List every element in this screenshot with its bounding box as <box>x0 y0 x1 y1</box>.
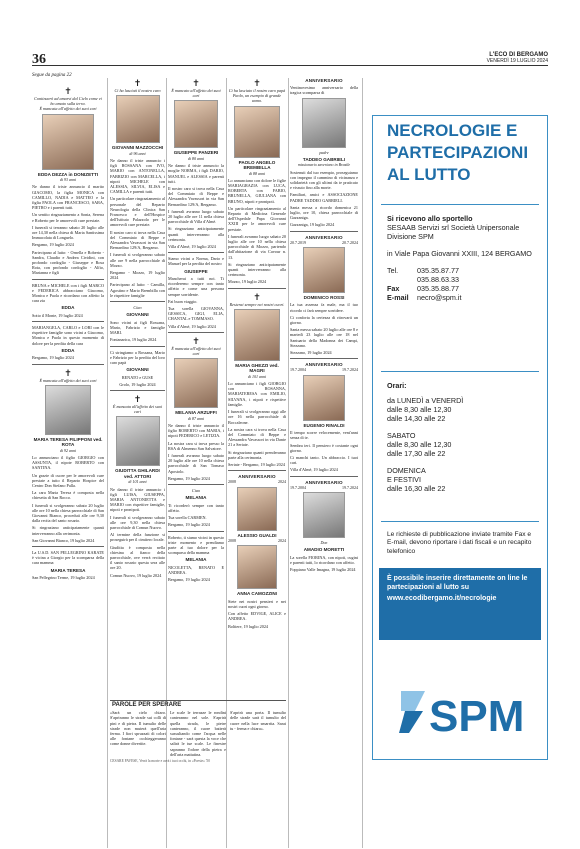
obituary-text: Con affetto EDVIGE, ALICE e ANDREA. <box>228 611 286 622</box>
deceased-age: di 87 anni <box>187 415 205 421</box>
obituary-text: Ne danno il triste annuncio la moglie NORMA, i figli DARIO, MANUEL e ALESSIA e parenti tutti. <box>168 163 224 184</box>
condolence-list: Partecipano al lutto: - Camilla, Agostino e Mario Brembilla con le rispettive famiglie <box>110 282 165 298</box>
online-link[interactable]: www.ecodibergamo.it/necrologie <box>387 595 497 602</box>
obituary-place: Bergamo, 19 luglio 2024 <box>168 577 210 583</box>
parole-columns <box>110 710 286 757</box>
sunday-hours: dalle 16,30 alle 22 <box>387 484 446 493</box>
anniversary-dates <box>228 479 286 484</box>
obituary-place: Villa d'Almè, 19 luglio 2024 <box>168 243 216 249</box>
obituary-intro: È mancata all'affetto dei suoi cari <box>171 345 221 357</box>
separator <box>32 321 104 322</box>
company-name: SESAAB Servizi srl Società Unipersonale Divisione SPM <box>387 223 520 241</box>
parole-per-sperare-box <box>110 700 286 840</box>
deceased-name: EDDA DEZZA in DONIZETTI <box>37 171 99 177</box>
cross-icon: ✝ <box>253 291 261 302</box>
deceased-age: di 93 anni <box>59 177 77 183</box>
tel-label: Tel. <box>387 266 399 275</box>
weekdays-morning: dalle 8,30 alle 12,30 <box>387 405 452 414</box>
obituary-text: La nostra cara si trova presso la RSA di Almenno San Salvatore. <box>168 440 224 451</box>
obituary-text: Ne danno il triste annuncio il marito GIACOMO, la figlia MONICA con CAMILLO, NADIA e MATTEO e la figlia PAOLA con FRANCESCO, SARA, PIETRO e i parenti tutti. <box>32 184 104 211</box>
telephone-row <box>387 266 539 284</box>
deceased-name: DOMENICO ROSSI <box>303 294 345 300</box>
start-year: 2008 <box>228 479 236 485</box>
obituary-text: I funerali si svolgeranno sabato alle ore 9 nella parrocchiale di Mozzo. <box>110 252 165 268</box>
deceased-name: MARIA TERESA <box>50 567 86 573</box>
obituary-text: La nostra cara si trova nella Casa del Commiato di Beppe e Alessandra Vavassori in via Dante 21 a Seriate. <box>228 426 286 448</box>
sunday-label: DOMENICA <box>387 466 426 475</box>
obituary-text: Sostenuti dal tuo esempio, proseguiamo con impegno il cammino di vicinanza e solidarietà con gli ultimi da te praticato e vissuto fino alla morte. <box>290 169 358 191</box>
obituary-text: Ventinovesimo anniversario della tragica scomparsa di <box>290 85 358 96</box>
name-caption: padre <box>319 149 329 155</box>
separator <box>228 288 286 289</box>
cross-icon: ✝ <box>64 367 72 378</box>
deceased-name: GIOVANNI <box>126 367 149 373</box>
portrait-photo <box>174 100 218 148</box>
email-label: E-mail <box>387 293 409 302</box>
deceased-name: GIUSEPPE PANZERI <box>173 150 219 156</box>
deceased-name: EDDA <box>61 347 75 353</box>
obituary-place: Bergamo, 19 luglio 2024 <box>168 522 210 528</box>
obituary-text: Al termine della funzione si proseguirà per il cimitero locale. <box>110 532 165 543</box>
separator <box>110 301 165 302</box>
submission-note: Le richieste di pubblicazione inviate tramite Fax e E-mail, devono riportare i dati fiscali e un recapito telefonico <box>387 531 532 555</box>
cross-icon: ✝ <box>133 78 142 88</box>
obituary-column-1 <box>32 86 104 826</box>
obituary-intro: Resterai sempre nei nostri cuori. <box>229 301 285 307</box>
anniversary-heading: ANNIVERSARIO <box>238 474 276 480</box>
fax-number: 035.35.88.77 <box>417 284 459 293</box>
anniversary-dates <box>290 367 358 372</box>
deceased-name: GIOVANNI <box>126 312 149 318</box>
page-header <box>0 0 580 70</box>
obituary-place: Comun Nuovo, 19 luglio 2024 <box>110 572 162 578</box>
portrait-photo <box>237 545 277 589</box>
obituary-text: Giuditta è composta nella chiesina al fianco della parrocchiale, ove verrà recitato il santo rosario questa sera alle ore 20. <box>110 544 165 571</box>
obituary-text: Un sentito ringraziamento a Sonia, Serena e Roberto per le amorevoli cure prestate. <box>32 212 104 223</box>
obituary-place: Bergamo - Mozzo, 19 luglio 2024 <box>110 269 165 281</box>
deceased-name: MELANIA ARZUFFI <box>175 410 217 416</box>
deceased-name: PAOLO ANGELO BREMBILLA <box>238 159 276 171</box>
parole-title: PAROLE PER SPERARE <box>112 702 182 708</box>
obituary-text: Il nostro caro si trova nella Casa del Commiato di Beppe e Alessandra Vavassori in via San Bernardino 129/A, Bergamo. <box>110 229 165 251</box>
end-date: 19.7.2024 <box>342 367 358 373</box>
portrait-photo <box>116 416 160 466</box>
anniversary-dates <box>290 485 358 490</box>
condolence-text: Ci stringiamo a Rossana, Mario e Fabrizio per la perdita del loro caro papà <box>110 349 165 365</box>
obituary-text: Il tempo scorre velocemente, vent'anni senza di te. <box>290 430 358 441</box>
continued-note: Segue da pagina 22 <box>32 73 72 78</box>
cross-icon: ✝ <box>192 335 200 346</box>
deceased-name: ALESSIO GUALDI <box>237 532 277 538</box>
anniversary-heading: ANNIVERSARIO <box>305 479 343 485</box>
deceased-age: di 92 anni <box>59 447 77 453</box>
condolence-text: La U.S.D. SAN PELLEGRINO KARATE è vicina a Giorgio per la scomparsa della cara mamma <box>32 550 104 566</box>
contact-info <box>387 214 539 302</box>
obituary-place: Villa d'Almè, 19 luglio 2024 <box>290 467 338 473</box>
obituary-intro: Ci ha lasciato il nostro caro papà Paolo, un esempio di grande uomo. <box>228 88 286 104</box>
deceased-age: di 80 anni <box>187 155 205 161</box>
obituary-text: Un grazie di cuore per le amorevoli cure prestate a tutto il Reparto Hospice del Centro Don Stefano Palla. <box>32 472 104 489</box>
address: in Viale Papa Giovanni XXIII, 124 BERGAMO <box>387 249 532 258</box>
deceased-name: MELANIA <box>185 495 207 501</box>
obituary-intro: È mancata all'affetto dei suoi cari <box>39 377 97 383</box>
deceased-age: di 101 anni <box>247 373 267 379</box>
separator <box>168 332 224 333</box>
condolence-signers: RENATO e GUSE <box>121 374 154 380</box>
obituary-place: Foppiano Valle Imagna, 19 luglio 2024 <box>290 567 356 573</box>
obituary-text: Ci manchi tanto. Un abbraccio. I tuoi cari. <box>290 455 358 466</box>
opening-hours <box>387 381 539 493</box>
hours-label: Orari: <box>387 381 407 390</box>
obituary-text: Lo annunciano con dolore le figlie MARIAGRAZIA con LUCA, ROBERTA con FABIO, BRUNELLA, GIULIANA con BRUNO, nipoti e pronipoti. <box>228 177 286 204</box>
obituary-text: Un particolare ringraziamento al personale del Reparto Neurologia della Clinica San Francesco e dell'Hospice dell'Istituto Palazzolo per le amorevoli cure prestate. <box>110 196 165 228</box>
separator <box>168 531 224 532</box>
obituary-text: Siete nei nostri pensieri e nei nostri cuori ogni giorno. <box>228 598 286 609</box>
obituary-text: Ci conforta la certezza di ritrovarti un giorno. <box>290 314 358 326</box>
separator <box>290 476 358 477</box>
portrait-photo <box>116 95 160 143</box>
obituary-text: I funerali avranno luogo sabato 20 luglio alle ore 10 nella chiesa parrocchiale di Mozzo, partendo dall'abitazione di via Cavour n. 13. <box>228 233 286 260</box>
obituary-place: Fontanarica, 19 luglio 2024 <box>110 337 157 343</box>
obituary-text: La sorella FIORINA, con nipoti, cugini e parenti tutti, lo ricordano con affetto. <box>290 554 358 565</box>
anniversary-heading: ANNIVERSARIO <box>305 78 343 83</box>
obituary-text: I funerali si svolgeranno oggi alle ore 16 nella parrocchiale di Boccaleone. <box>228 409 286 425</box>
deceased-name: EDDA <box>61 305 75 311</box>
obituary-intro: Ci ha lasciati il nostro caro <box>114 88 161 93</box>
obituary-text: Santa messa a ricordo domenica 21 luglio, ore 10, chiesa parrocchiale di Gazzaniga. <box>290 204 358 221</box>
portrait-photo <box>303 247 345 293</box>
email-row <box>387 293 539 302</box>
deceased-name: MARIA GHEZZI ved. MAGRI <box>235 362 279 374</box>
column-divider <box>288 78 289 848</box>
online-banner[interactable] <box>379 568 541 640</box>
obituary-place: Boltiere, 19 luglio 2024 <box>228 623 269 629</box>
portrait-photo <box>42 114 94 170</box>
obituary-place: Seriate - Bergamo, 19 luglio 2024 <box>228 461 285 467</box>
saturday-afternoon: dalle 17,30 alle 22 <box>387 449 446 458</box>
obituary-text: Il nostro caro si trova nella Casa del Commiato di Beppe e Alessandra Vavassori in via San Bernardino 129/A, Bergamo. <box>168 185 224 207</box>
deceased-name: GIOVANNI MAZZOCCHI <box>111 145 164 151</box>
obituary-text: La cara Maria Teresa è composta nella chiesetta di San Rocco. <box>32 490 104 501</box>
divider <box>381 521 539 522</box>
end-year: 2024 <box>278 538 286 544</box>
header-rule <box>32 65 548 66</box>
poem-part-1: «Sarà un cielo chiaro. S'apriranno le strade sui colli di pini e di pietra. Il tumulto delle strade non muterà quell'aria ferma. I fiori spruzzati di colori alle fontane occhieggeranno come donne divertite. <box>110 710 166 747</box>
portrait-photo <box>234 309 280 361</box>
obituary-intro: È mancato all'affetto dei suoi cari <box>171 88 221 99</box>
obituary-text: I funerali avranno luogo sabato 20 luglio alle ore 10 nella chiesa parrocchiale di San Tomaso Apostolo. <box>168 453 224 474</box>
obituary-text: I funerali avranno luogo sabato 20 luglio alle ore 11 nella chiesa parrocchiale di Villa d'Almè. <box>168 208 224 225</box>
deceased-name: GIUSEPPE <box>184 268 208 274</box>
condolence-signers: Tua sorella GIOVANNA, GESSICA, GIGI, ELIA, CHANTAL e TOMMASO. <box>168 306 224 322</box>
fax-label: Fax <box>387 284 400 293</box>
obituary-place: Bergamo, 19 luglio 2024 <box>32 355 74 361</box>
deceased-age: di 101 anni <box>128 479 147 485</box>
obituary-place: San Pellegrino Terme, 19 luglio 2024 <box>32 575 95 581</box>
weekdays-afternoon: dalle 14,30 alle 22 <box>387 414 446 423</box>
column-divider <box>107 78 108 848</box>
deceased-name: ANNA CAMOZZINI <box>237 591 277 597</box>
obituary-text: Un particolare ringraziamento al Reparto di Medicina Generale dell'Ospedale Papa Giovanni XXIII per le amorevoli cure prestate. <box>228 205 286 232</box>
separator <box>168 484 224 485</box>
obituary-text: Santa messa sabato 20 luglio alle ore 8 e martedì 23 luglio alle ore 18 nel Santuario della Madonna dei Campi, Stezzano. <box>290 327 358 348</box>
condolence-text: Roberto, ti siamo vicini in questo triste momento e prendiamo parte al tuo dolore per la scomparsa della mamma <box>168 534 224 556</box>
cross-icon: ✝ <box>64 86 72 96</box>
deceased-age: di 96 anni <box>129 150 146 156</box>
condolence-text: BRUNA e MICHELE con i figli MARCO e FEDERICA abbracciano Giacomo, Monica e Paola e ricordano con affetto la cara zia <box>32 282 104 304</box>
fax-row <box>387 284 539 293</box>
cross-icon: ✝ <box>192 78 200 88</box>
obituary-place: Bergamo, 19 luglio 2024 <box>168 475 210 481</box>
condolence-signers: NICOLETTA, RENATO E ANDREA. <box>168 564 224 576</box>
obituary-text: I funerali si svolgeranno sabato alle ore 9,30 nella chiesa parrocchiale di Comun Nuovo. <box>110 514 165 531</box>
name-caption: Don <box>320 540 328 546</box>
anniversary-heading: ANNIVERSARIO <box>305 234 343 240</box>
portrait-photo <box>302 98 346 148</box>
end-year: 2024 <box>278 479 286 485</box>
deceased-name: MARIA TERESA FILIPPONI ved. ROTA <box>33 436 103 448</box>
condolence-text: MARIANGELA, CARLO e LORI con le rispettive famiglie sono vicini a Giacomo, Monica e Paola in questo momento di dolore per la perdita della cara <box>32 325 104 346</box>
start-date: 19.7.2004 <box>290 367 306 373</box>
obituary-column-5 <box>290 78 358 818</box>
poem-credit: CESARE PAVESE, Verrà la morte e avrà i tuoi occhi, in «Poesie» '50 <box>110 759 210 764</box>
portrait-photo <box>303 375 345 421</box>
deceased-name: TADDEO GABRIELI <box>302 156 346 162</box>
email-address[interactable]: necro@spm.it <box>417 293 462 302</box>
telephone-1[interactable]: 035.35.87.77 <box>417 266 459 275</box>
saturday-morning: dalle 8,30 alle 12,30 <box>387 440 452 449</box>
obituary-place: Bergamo, 19 luglio 2024 <box>32 242 74 248</box>
saturday-label: SABATO <box>387 431 416 440</box>
start-date: 20.7.2019 <box>290 239 306 245</box>
portrait-photo <box>303 492 345 538</box>
condolence-text: Ti ricorderò sempre con tanto affetto. <box>168 502 224 513</box>
obituary-place: Gazzaniga, 19 luglio 2024 <box>290 222 335 228</box>
spm-logo-text: SPM <box>429 692 525 741</box>
condolence-text: Mancherai a tutti noi. Ti ricorderemo sempre con tanto affetto e come una persona sempre sorridente. <box>168 276 224 297</box>
obituary-intro: È mancata all'affetto dei suoi cari <box>112 404 163 415</box>
obituary-place: Stezzano, 19 luglio 2024 <box>290 350 332 356</box>
condolence-signers: Tua sorella CARMEN. <box>168 515 207 521</box>
separator <box>32 279 104 280</box>
obituary-text: Si ringraziano anticipatamente quanti interverranno alla cerimonia. <box>228 261 286 278</box>
obituary-place: San Giovanni Bianco, 19 luglio 2024 <box>32 537 95 543</box>
obituary-text: Si ringraziano quanti prenderanno parte alla cerimonia. <box>228 449 286 460</box>
condolence-text: Fai buon viaggio. <box>168 298 198 304</box>
deceased-age: di 88 anni <box>248 170 266 176</box>
portrait-photo <box>237 487 277 531</box>
anniversary-dates <box>290 240 358 245</box>
obituary-intro: È mancata all'affetto dei suoi cari <box>39 106 97 112</box>
separator <box>290 358 358 359</box>
info-sidebar <box>372 115 548 760</box>
page-number: 36 <box>32 52 46 67</box>
farewell: Ciao <box>191 488 201 494</box>
portrait-photo <box>45 385 91 435</box>
separator <box>110 390 165 391</box>
holidays-label: E FESTIVI <box>387 475 421 484</box>
obituary-place: Mozzo, 19 luglio 2024 <box>228 279 267 285</box>
poem-part-2: Le scale le terrazze le rondini canteranno nel sole. S'aprirà quella strada, le pietre canteranno, il cuore batterà sussultando come l'acqua nelle fontane - sarà questa la voce che salirà le tue scale. Le finestre sapranno l'odore della pietra e dell'aria mattutina. <box>170 710 226 757</box>
online-text: È possibile inserire direttamente on line le partecipazioni al lutto su <box>387 575 528 591</box>
obituary-text: Lo annunciano i figli GIORGIO con ROSANNA, MARIATERESA con EMILIO, SILVANA, i nipoti e rispettive famiglie. <box>228 381 286 407</box>
obituary-text: La tua assenza fa male, ma il tuo ricordo ci farà sempre sorridere. <box>290 302 358 313</box>
deceased-name: EUGENIO RINALDI <box>303 422 345 428</box>
name-caption: missionario saveriano in Brasile <box>297 162 351 168</box>
spm-logo-graphic <box>395 681 535 741</box>
separator <box>290 231 358 232</box>
obituary-text: Ne danno il triste annuncio i figli LUISA, GIUSEPPA, MARIA ANTONIETTA e MARIO con rispettive famiglie, nipoti e pronipoti. <box>110 486 165 513</box>
poem-part-3: S'aprirà una porta. Il tumulto delle strade sarà il tumulto del cuore nella luce smarrita. Sarai tu - ferma e chiara». <box>230 710 286 731</box>
separator <box>168 252 224 253</box>
obituary-text: Ne danno il triste annuncio i figli ROSSANA con IVO, MARIO con ANTONELLA, FABRIZIO con MARCELLA, i nipoti MICHELE con ALESSIA, SILVIA, ELISA e CAMILLA e parenti tutti. <box>110 157 165 195</box>
telephone-2[interactable]: 035.88.63.33 <box>417 275 459 284</box>
obituary-text: Lo annunciano il figlio GIORGIO con ASSUNTA, il nipote ROBERTO con SANTINA. <box>32 455 104 471</box>
end-date: 19.7.2024 <box>342 484 358 490</box>
weekdays-label: da LUNEDÌ a VENERDÌ <box>387 396 464 405</box>
start-date: 19.7.2004 <box>290 484 306 490</box>
obituary-text: I funerali si svolgeranno sabato 20 luglio alle ore 10 nella chiesa parrocchiale di San Giovanni Bianco, proceduti alle ore 9,30 dalla recita del santo rosario. <box>32 502 104 524</box>
portrait-photo <box>174 358 218 408</box>
column-divider <box>362 78 363 848</box>
issue-date: VENERDÌ 19 LUGLIO 2024 <box>486 58 548 64</box>
masthead <box>487 52 548 64</box>
condolence-text: Siamo vicini a Norma, Dario e Manuel per la perdita del nostro <box>168 256 224 267</box>
separator <box>32 546 104 547</box>
deceased-name: AMADIO MORETTI <box>303 547 345 553</box>
obituary-text: Sembra ieri. Il pensiero è costante ogni giorno. <box>290 442 358 453</box>
obituary-text: Ne danno il triste annuncio il figlio ROBERTO con MARIA, i nipoti FEDERICO e LETIZIA. <box>168 423 224 439</box>
deceased-name: GIUDITTA GHILARDI ved. ATTORI <box>115 468 160 479</box>
divider <box>381 371 539 372</box>
separator <box>228 470 286 471</box>
cross-icon: ✝ <box>133 394 142 405</box>
obituary-text: Si ringraziano anticipatamente quanti interverranno alla cerimonia. <box>32 525 104 536</box>
condolence-list: Partecipano al lutto: - Ornella e Roberto - Sandra, Claudio e Andrea Cividini, con profondo cordoglio - Giuseppe e Rosa Rota, con profondo cordoglio - Alfio, Marianna e figli <box>32 249 104 276</box>
obituary-text: I funerali si terranno sabato 20 luglio alle ore 14,30 nella chiesa di Maria Santissima Immacolata di Longuelo. <box>32 224 104 241</box>
anniversary-heading: ANNIVERSARIO <box>305 362 343 368</box>
sidebar-title: NECROLOGIE E PARTECIPAZIONI AL LUTTO <box>387 121 529 184</box>
verse: Continuerò ad amarvi dal Cielo come vi ho amato sulla terra. <box>34 96 102 107</box>
obituary-place: Sotto il Monte, 19 luglio 2024 <box>32 312 83 318</box>
obituary-place: Grolo, 19 luglio 2024 <box>119 381 156 387</box>
deceased-name: MELANIA <box>185 557 207 563</box>
obituary-place: Villa d'Almè, 19 luglio 2024 <box>168 323 216 329</box>
anniversary-dates <box>228 538 286 543</box>
newspaper-name: L'ECO DI BERGAMO <box>489 52 548 58</box>
receive-label: Si ricevono allo sportello <box>387 214 473 223</box>
obituary-text: Si ringraziano anticipatamente quanti interverranno alla cerimonia. <box>168 226 224 242</box>
farewell: Ciao <box>133 304 142 310</box>
separator <box>110 346 165 347</box>
condolence-text: Sono vicini ai figli Rossana, Mario, Fabrizio e famiglie MARI. <box>110 319 165 336</box>
end-date: 20.7.2024 <box>342 239 358 245</box>
spm-logo <box>395 681 535 741</box>
start-year: 2008 <box>228 538 236 544</box>
obituary-text: Familiari, amici e ASSOCIAZIONE PADRE TADDEO GABRIELI. <box>290 192 358 203</box>
cross-icon: ✝ <box>253 78 261 88</box>
divider <box>381 204 539 205</box>
separator <box>32 364 104 365</box>
portrait-photo <box>234 106 280 158</box>
